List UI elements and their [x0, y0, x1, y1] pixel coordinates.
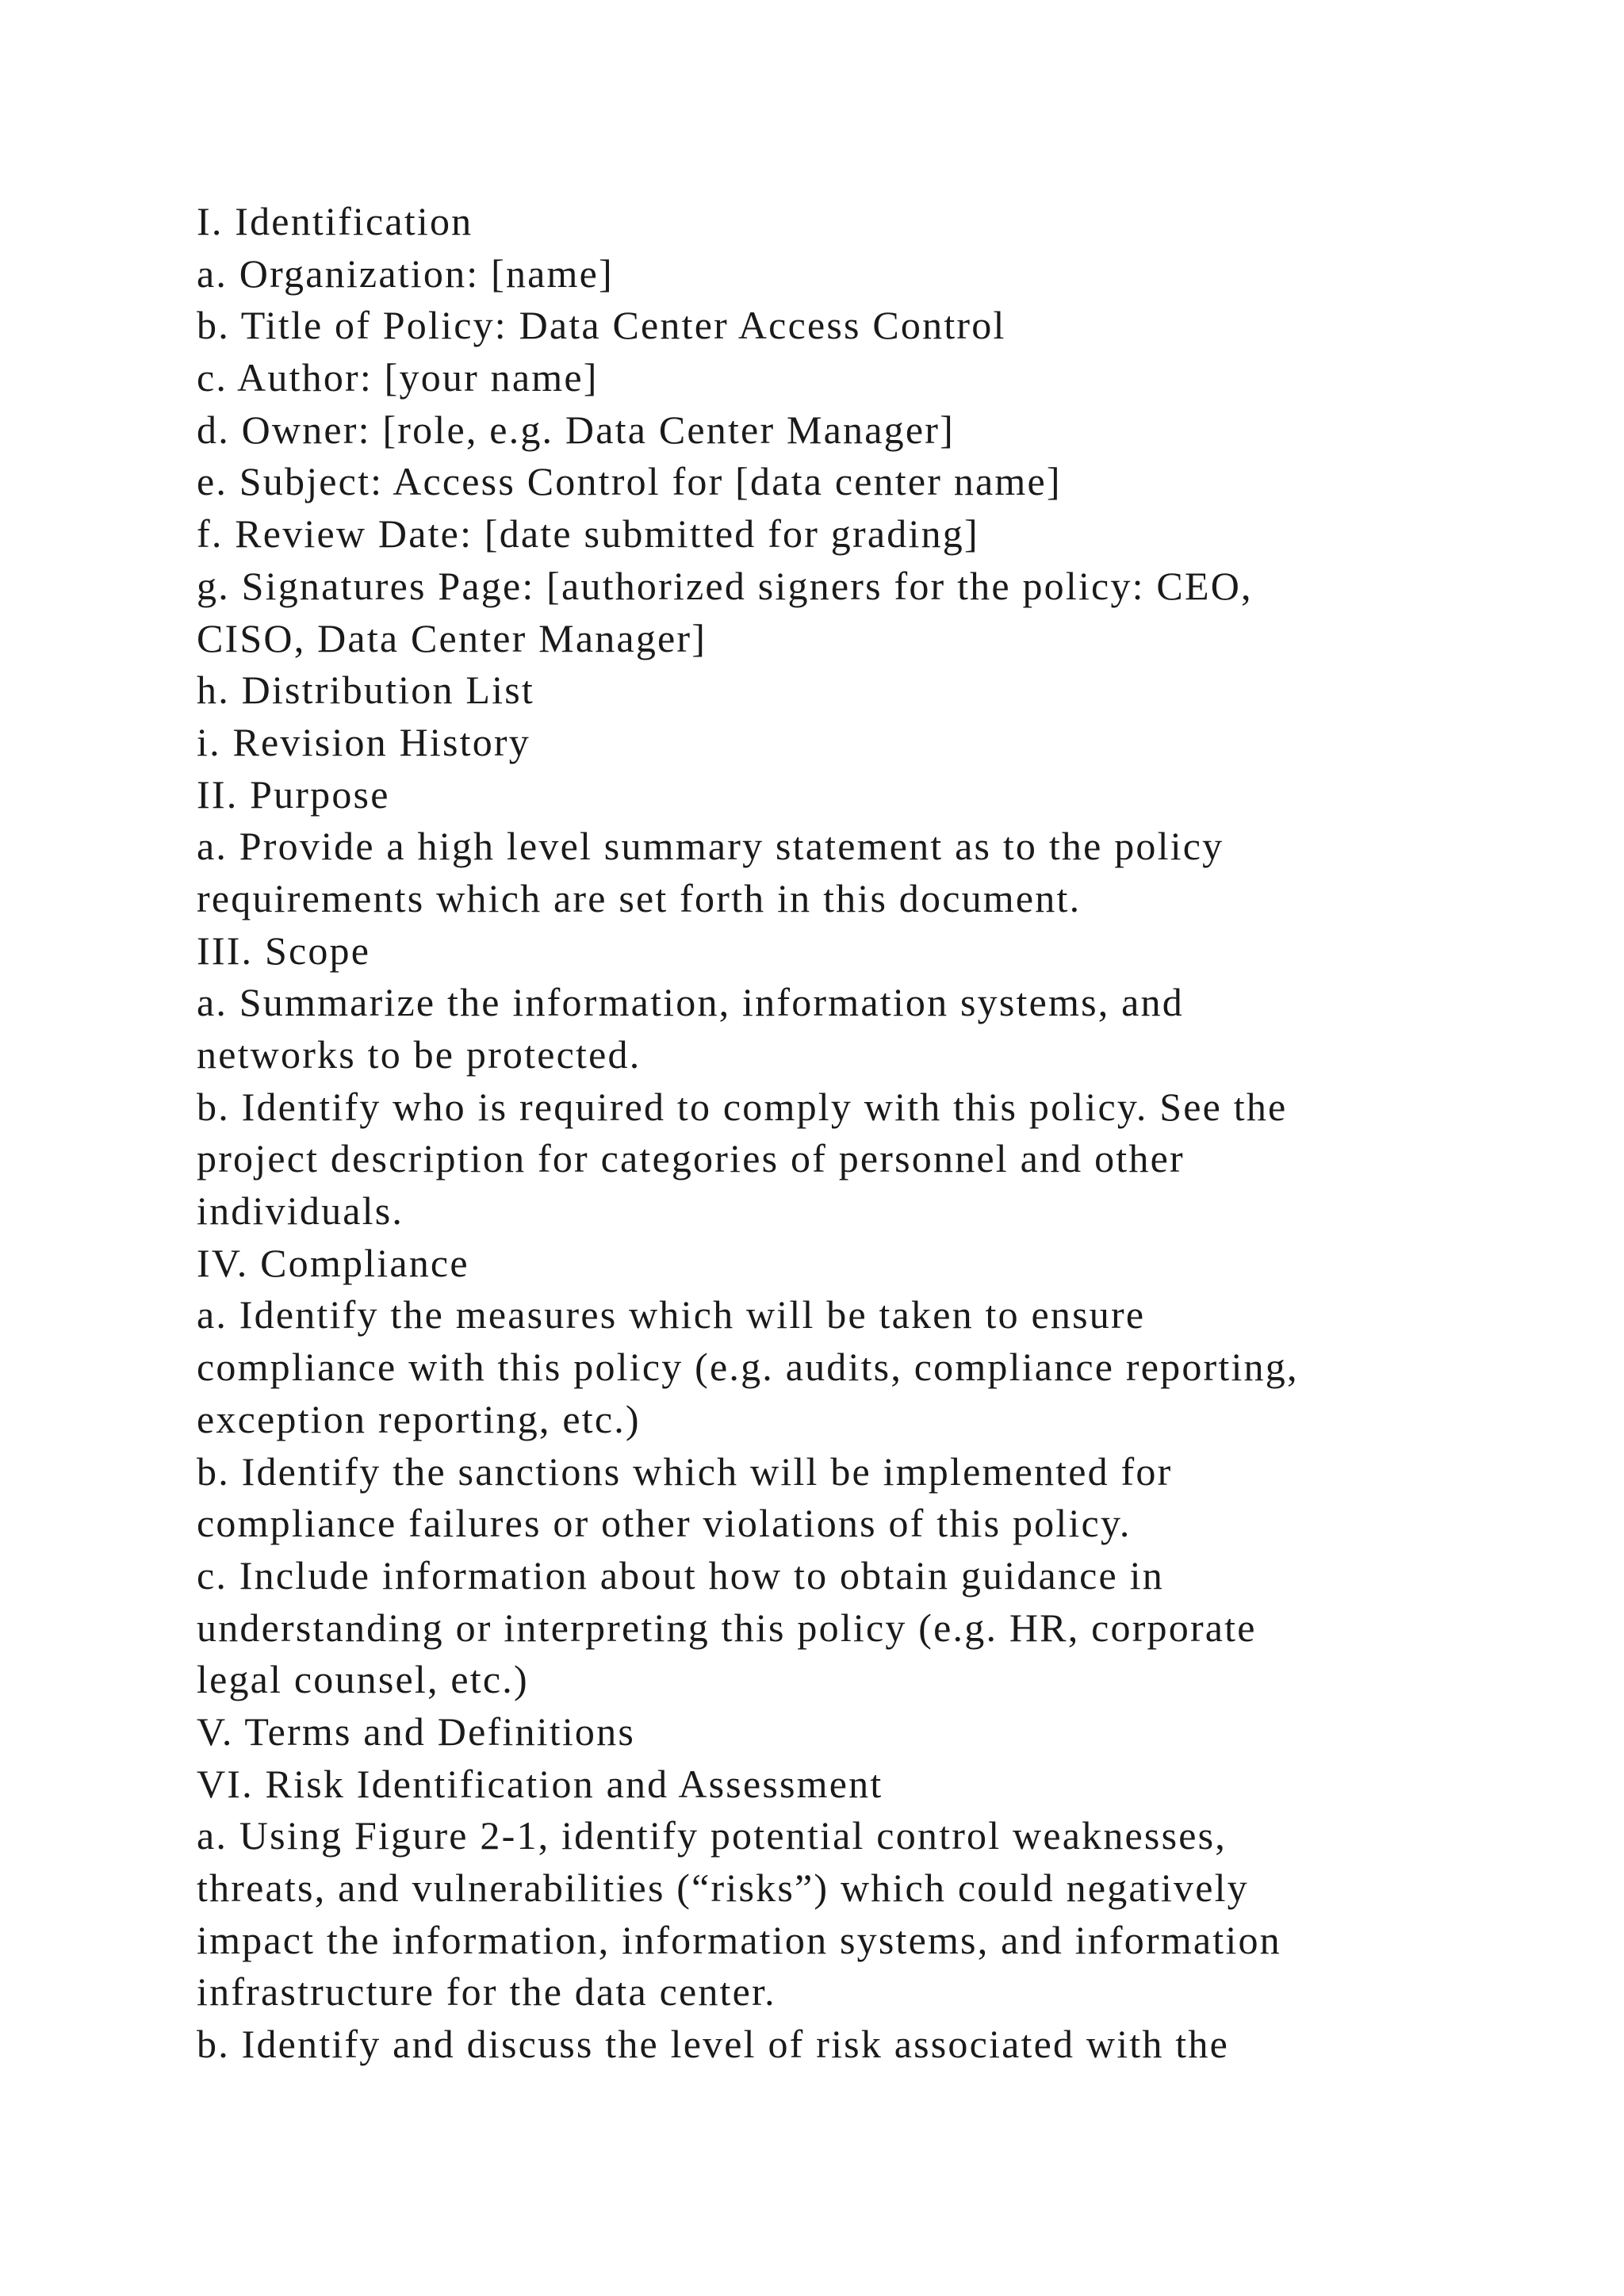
- text-line: requirements which are set forth in this document.: [197, 875, 1082, 920]
- text-line: threats, and vulnerabilities (“risks”) which could negatively: [197, 1866, 1249, 1910]
- text-line: understanding or interpreting this policy (e.g. HR, corporate: [197, 1605, 1257, 1650]
- text-line: c. Author: [your name]: [197, 355, 599, 400]
- text-line: individuals.: [197, 1188, 404, 1234]
- text-line: i. Revision History: [197, 719, 530, 764]
- text-line: b. Identify and discuss the level of risk associated with the: [197, 2022, 1229, 2067]
- document-body: [197, 196, 1497, 2071]
- text-line: a. Organization: [name]: [197, 251, 614, 296]
- text-line: g. Signatures Page: [authorized signers for the policy: CEO,: [197, 563, 1253, 608]
- text-line: compliance failures or other violations of this policy.: [197, 1501, 1132, 1546]
- text-line: b. Identify the sanctions which will be implemented for: [197, 1448, 1173, 1494]
- text-line: networks to be protected.: [197, 1032, 642, 1077]
- text-line: c. Include information about how to obtain guidance in: [197, 1552, 1164, 1598]
- text-line: project description for categories of personnel and other: [197, 1136, 1185, 1181]
- text-line: b. Title of Policy: Data Center Access Control: [197, 303, 1006, 348]
- text-line: impact the information, information systems, and information: [197, 1917, 1281, 1962]
- section-heading-scope: III. Scope: [197, 928, 371, 973]
- section-heading-terms: V. Terms and Definitions: [197, 1709, 635, 1754]
- section-heading-compliance: IV. Compliance: [197, 1240, 469, 1285]
- text-line: a. Using Figure 2-1, identify potential control weaknesses,: [197, 1813, 1227, 1858]
- text-line: h. Distribution List: [197, 668, 534, 713]
- text-line: a. Identify the measures which will be taken to ensure: [197, 1292, 1146, 1337]
- text-line: a. Summarize the information, information systems, and: [197, 980, 1184, 1025]
- text-line: compliance with this policy (e.g. audits, compliance reporting,: [197, 1345, 1299, 1390]
- text-line: legal counsel, etc.): [197, 1657, 529, 1702]
- text-line: d. Owner: [role, e.g. Data Center Manager]: [197, 407, 955, 452]
- text-line: CISO, Data Center Manager]: [197, 615, 707, 660]
- section-heading-identification: I. Identification: [197, 199, 473, 243]
- text-line: a. Provide a high level summary statement as to the policy: [197, 824, 1224, 869]
- text-line: infrastructure for the data center.: [197, 1969, 776, 2015]
- text-line: exception reporting, etc.): [197, 1396, 641, 1441]
- section-heading-purpose: II. Purpose: [197, 771, 390, 817]
- section-heading-risk: VI. Risk Identification and Assessment: [197, 1761, 883, 1806]
- text-line: b. Identify who is required to comply with this policy. See the: [197, 1084, 1288, 1129]
- text-line: f. Review Date: [date submitted for grading]: [197, 511, 979, 557]
- text-line: e. Subject: Access Control for [data center name]: [197, 459, 1062, 504]
